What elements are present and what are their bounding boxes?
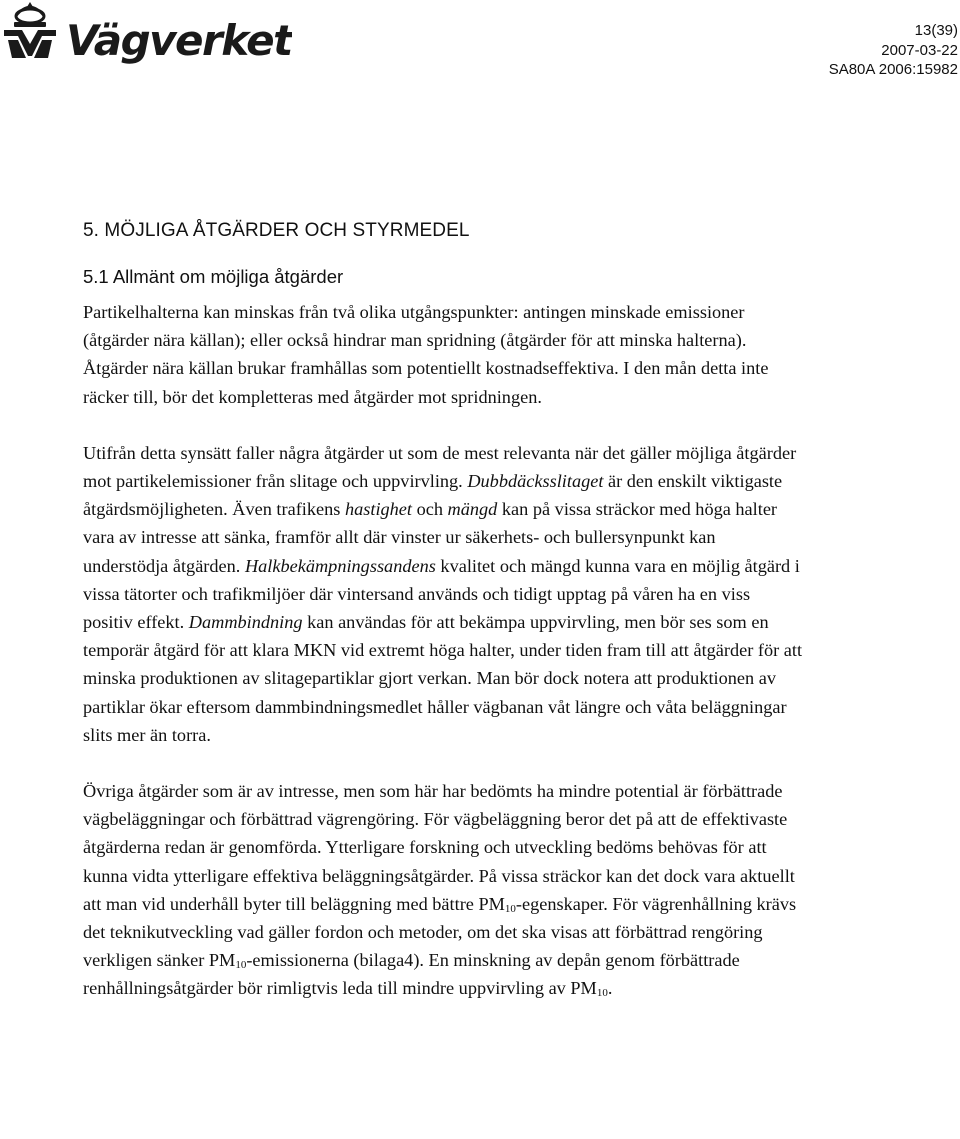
pm10-subscript: 10 bbox=[235, 959, 247, 972]
pm10-subscript: 10 bbox=[596, 987, 608, 1000]
emphasis-dubbdacksslitaget: Dubbdäcksslitaget bbox=[467, 471, 604, 492]
section-heading: 5. MÖJLIGA ÅTGÄRDER OCH STYRMEDEL bbox=[83, 220, 470, 241]
subsection-heading: 5.1 Allmänt om möjliga åtgärder bbox=[83, 266, 344, 287]
logo-wordmark: Vägverket bbox=[66, 16, 292, 65]
document-date: 2007-03-22 bbox=[881, 41, 958, 59]
pm10-subscript: 10 bbox=[504, 902, 516, 915]
paragraph-2-text: och bbox=[412, 499, 448, 520]
paragraph-3-text: . bbox=[607, 978, 613, 999]
paragraph-2-text: kvalitet och mängd kunna vara en möjlig åtgärd i vissa tätorter och trafikmiljöer där vintersand används och tidigt upptag på våren ha en viss positiv effekt. bbox=[83, 555, 800, 633]
emphasis-mangd: mängd bbox=[447, 499, 498, 520]
document-body bbox=[83, 218, 803, 1031]
paragraph-2-text: Utifrån detta synsätt faller några åtgärder ut som de mest relevanta när det gäller möjliga åtgärder mot partikelemissioner från slitage och uppvirvling. bbox=[83, 442, 797, 492]
document-meta bbox=[829, 21, 958, 80]
emphasis-hastighet: hastighet bbox=[344, 499, 412, 520]
paragraph-1: Partikelhalterna kan minskas från två olika utgångspunkter: antingen minskade emissioner (åtgärder nära källan); eller också hindrar man spridning (åtgärder för att minska halterna). Åtgärder nära källan brukar framhållas som potentiellt kostnadseffektiva. I den mån detta inte räcker till, bör det kompletteras med åtgärder mot spridningen. bbox=[83, 302, 769, 407]
emphasis-halkbekampningssandens: Halkbekämpningssandens bbox=[244, 555, 436, 576]
paragraph-3-text: -emissionerna (bilaga4). En minskning av depån genom förbättrade renhållningsåtgärder bör rimligtvis leda till mindre uppvirvling av PM bbox=[83, 950, 740, 999]
emphasis-dammbindning: Dammbindning bbox=[188, 612, 303, 633]
crown-emblem-icon bbox=[4, 2, 56, 58]
document-id: SA80A 2006:15982 bbox=[828, 61, 958, 78]
page-number: 13(39) bbox=[914, 22, 958, 39]
paragraph-2-text: kan på vissa sträckor med höga halter vara av intresse att sänka, framför allt där vinster ur säkerhets- och bullersynpunkt kan understödja åtgärden. bbox=[83, 499, 778, 576]
paragraph-2 bbox=[83, 439, 803, 749]
paragraph-2-text: är den enskilt viktigaste åtgärdsmöjligheten. Även trafikens bbox=[83, 471, 783, 520]
vagverket-logo bbox=[2, 0, 292, 70]
paragraph-3-text: -egenskaper. För vägrenhållning krävs det teknikutveckling vad gäller fordon och metoder, om det ska visas att förbättrad rengöring verkligen sänker PM bbox=[83, 893, 797, 971]
paragraph-3 bbox=[83, 777, 803, 1003]
paragraph-3-text: Övriga åtgärder som är av intresse, men som här har bedömts ha mindre potential är förbättrade vägbeläggningar och förbättrad vägrengöring. För vägbeläggning beror det på att de effektivaste åtgärderna redan är genomförda. Ytterligare forskning och utveckling bedöms behövas för att kunna vidta ytterligare effektiva beläggningsåtgärder. På vissa sträckor kan det dock vara aktuellt att man vid underhåll byter till beläggning med bättre PM bbox=[83, 781, 795, 914]
paragraph-2-text: kan användas för att bekämpa uppvirvling, men bör ses som en temporär åtgärd för att klara MKN vid extremt höga halter, under tiden fram till att åtgärder för att minska produktionen av slitagepartiklar gjort verkan. Man bör dock notera att produktionen av partiklar ökar eftersom dammbindningsmedlet håller vägbanan våt längre och våta beläggningar slits mer än torra. bbox=[83, 612, 803, 745]
